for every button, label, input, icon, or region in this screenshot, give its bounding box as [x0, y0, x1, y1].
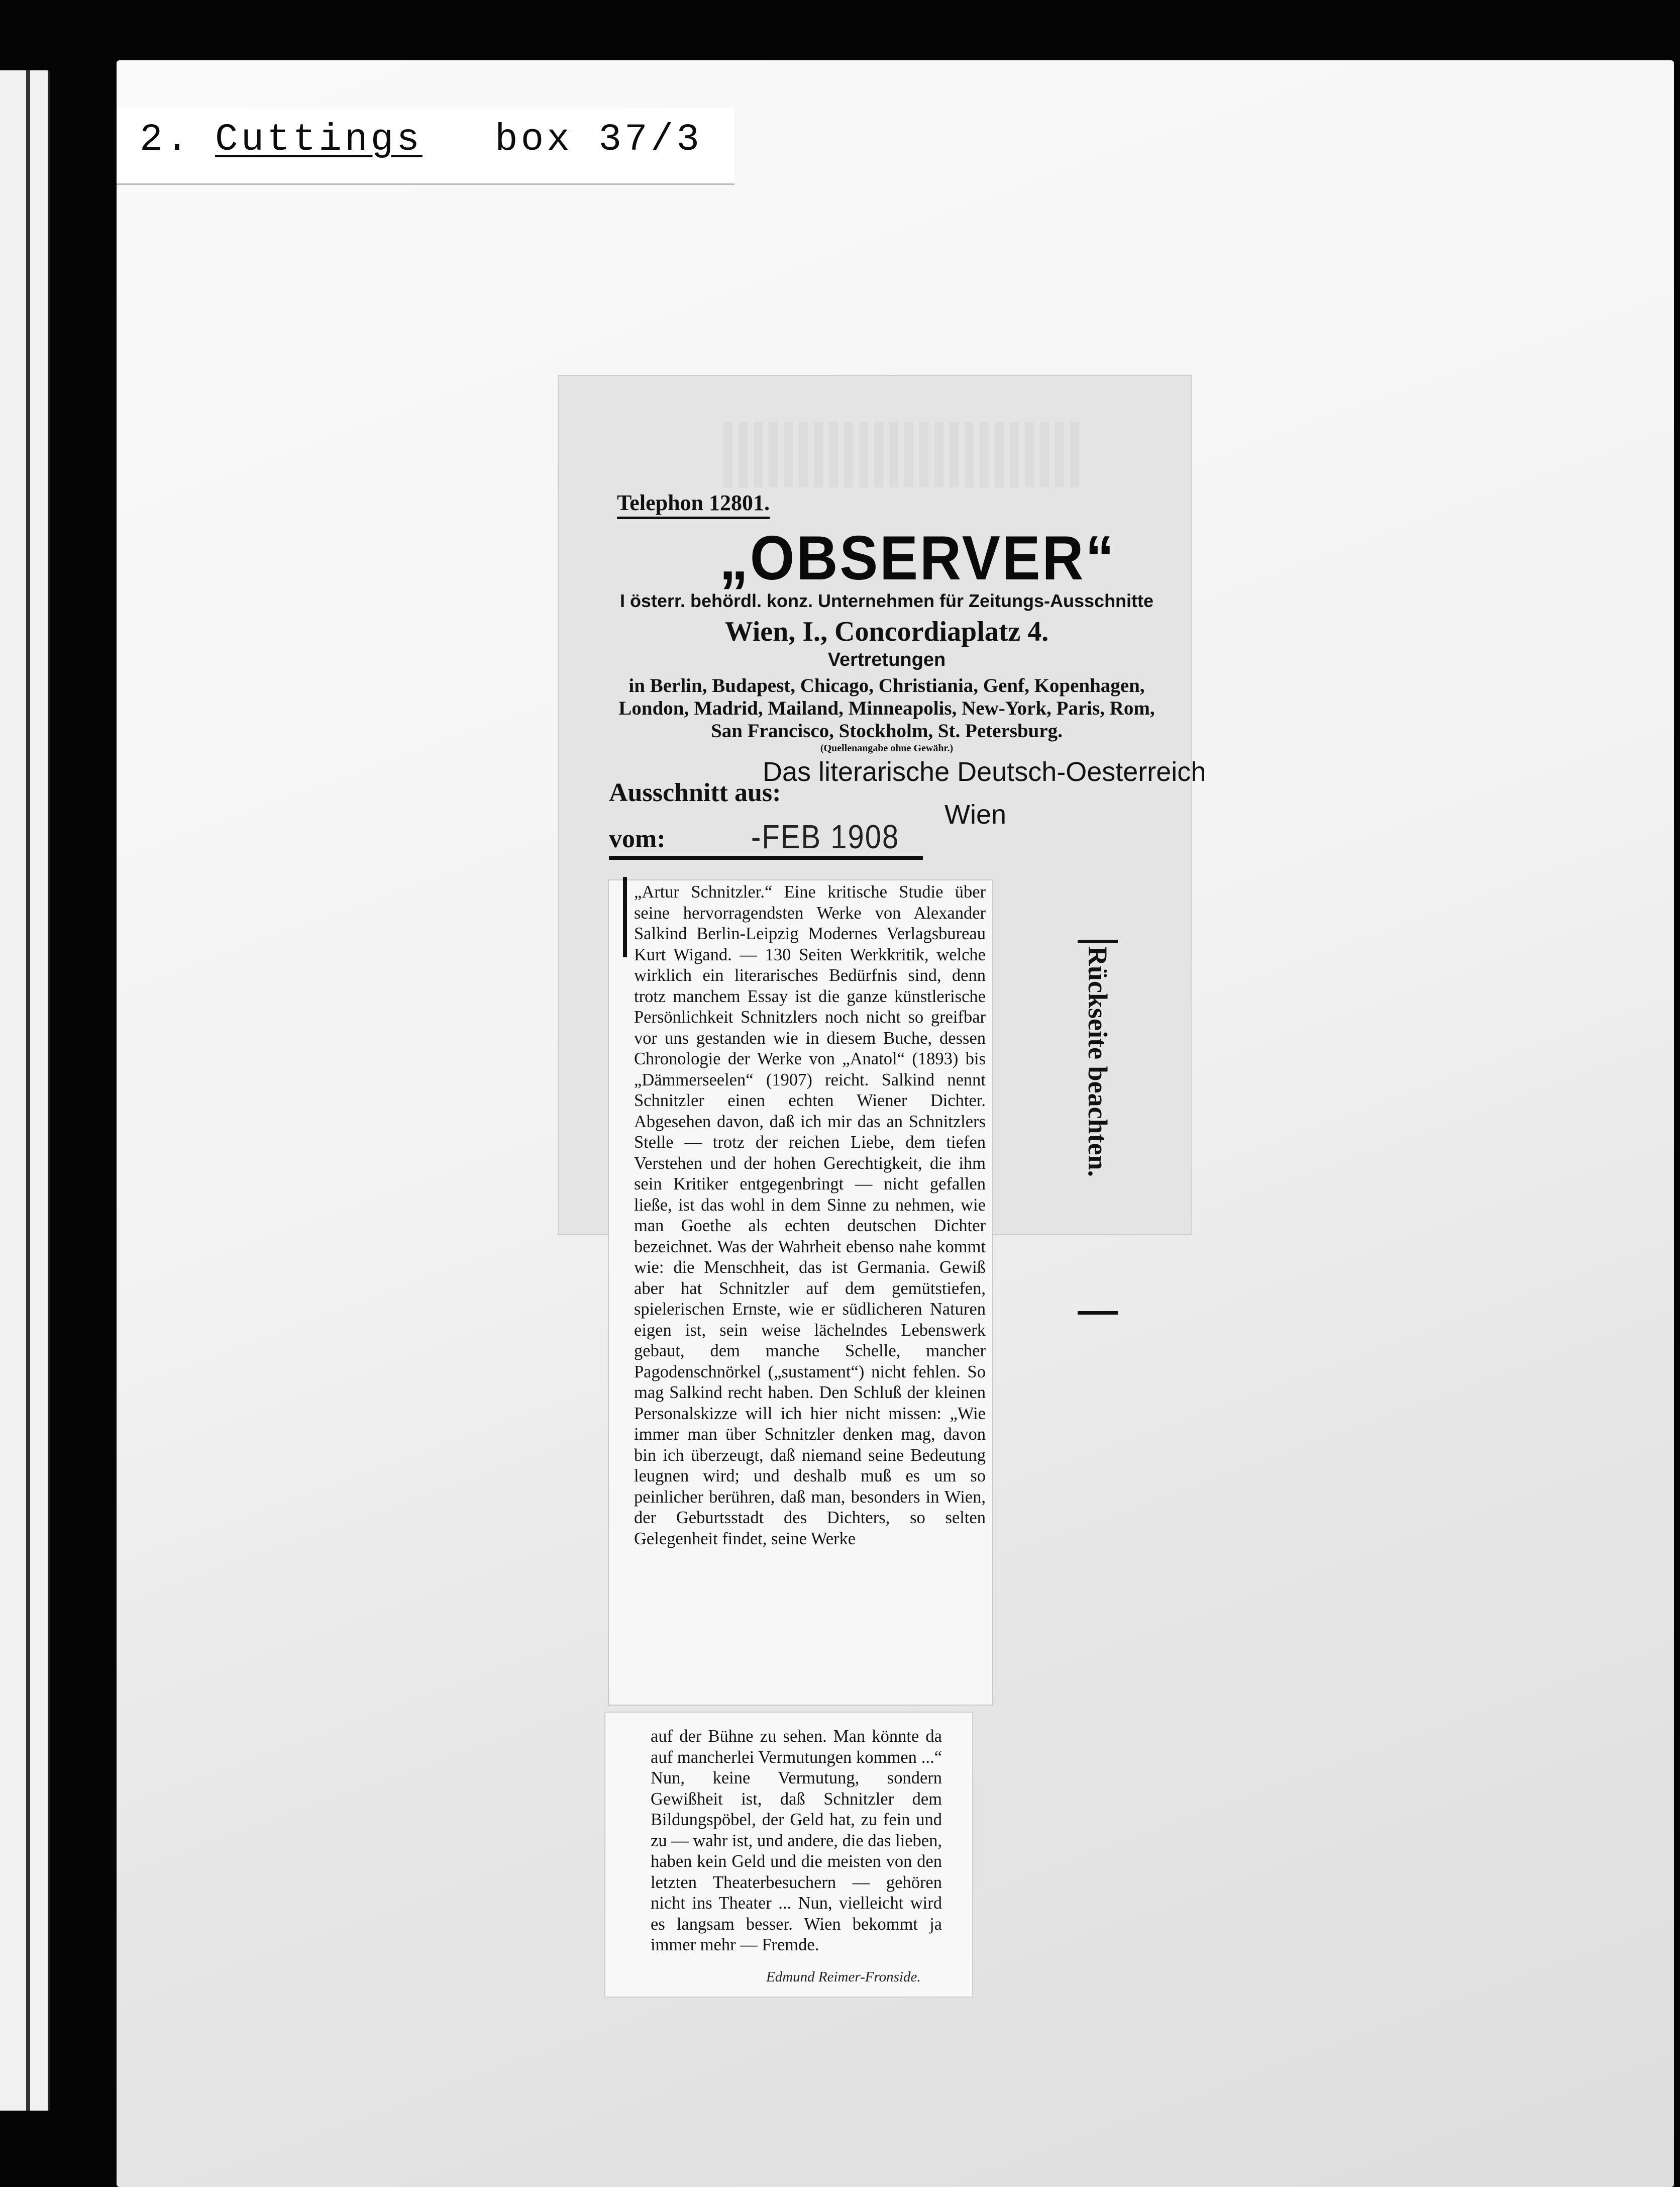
source-disclaimer: (Quellenangabe ohne Gewähr.) — [820, 743, 954, 754]
article-signature: Edmund Reimer-Fronside. — [766, 1969, 921, 1985]
archive-label-title: Cuttings — [215, 118, 423, 161]
clipping-column-1: „Artur Schnitzler.“ Eine kritische Studie über seine hervorragendsten Werke von Alexander Salkind Berlin-Leipzig Modernes Verlagsbureau Kurt Wigand. — 130 Seiten Werkkritik, welche wirklich ein literarisches Bedürfnis sind, denn trotz manchem Essay ist die ganze künstlerische Persönlichkeit Schnitzlers noch nicht so greifbar vor uns gestanden wie in diesem Buche, dessen Chronologie der Werke von „Anatol“ (1893) bis „Dämmerseelen“ (1907) reicht. Salkind nennt Schnitzler einen echten Wiener Dichter. Abgesehen davon, daß ich mir das an Schnitzlers Stelle — trotz der reichen Liebe, dem tiefen Verstehen und der hohen Gerechtigkeit, die ihm sein Kritiker entgegenbringt — nicht gefallen ließe, ist das wohl in dem Sinne zu nehmen, wie man Goethe als echten deutschen Dichter bezeichnet. Was der Wahrheit ebenso nahe kommt wie: die Menschheit, das ist Germania. Gewiß aber hat Schnitzler auf dem gemütstiefen, spielerischen Ernste, wie er südlicheren Naturen eigen ist, sein weise lächelndes Lebenswerk gebaut, dem manche Schelle, mancher Pagodenschnörkel („sustament“) nicht fehlen. So mag Salkind recht haben. Den Schluß der kleinen Personalskizze will ich hier nicht missen: „Wie immer man über Schnitzler denken mag, davon bin ich überzeugt, daß niemand seine Bedeutung leugnen wird; und deshalb muß es um so peinlicher berühren, daß man, besonders in Wien, der Geburtsstadt des Dichters, so selten Gelegenheit findet, seine Werke — [634, 882, 986, 1548]
observer-address: Wien, I., Concordiaplatz 4. — [724, 616, 1049, 647]
source-label: Ausschnitt aus: — [609, 778, 781, 807]
back-note: Rückseite beachten. — [1078, 940, 1118, 1315]
clipping-column-2: auf der Bühne zu sehen. Man könnte da auf mancherlei Vermutungen kommen ...“ Nun, keine Vermutung, sondern Gewißheit ist, daß Schnitzler dem Bildungspöbel, der Geld hat, zu fein und zu — wahr ist, und andere, die das lieben, haben kein Geld und die meisten von den letzten Theaterbesuchern — gehören nicht ins Theater ... Nun, vielleicht wird es langsam besser. Wien bekommt ja immer mehr — Fremde. — [651, 1727, 942, 1954]
source-publication: Das literarische Deutsch-Oesterreich — [763, 757, 1206, 787]
date-stamp: -FEB 1908 — [751, 818, 900, 856]
clipping-margin-rule — [623, 877, 627, 957]
branches-cities-line: London, Madrid, Mailand, Minneapolis, New-York, Paris, Rom, — [618, 698, 1155, 719]
branches-cities-line: in Berlin, Budapest, Chicago, Christiania, Genf, Kopenhagen, — [628, 675, 1145, 697]
binding-edge — [26, 70, 30, 2111]
branches-cities-line: San Francisco, Stockholm, St. Petersburg. — [711, 720, 1063, 742]
date-underline — [609, 856, 923, 860]
observer-title: „OBSERVER“ — [719, 524, 1116, 593]
branches-heading: Vertretungen — [827, 649, 946, 670]
source-city: Wien — [944, 800, 1007, 830]
date-label: vom: — [609, 825, 666, 853]
archive-label-box: box 37/3 — [495, 118, 702, 161]
show-through-print — [723, 422, 1085, 487]
observer-subtitle: I österr. behördl. konz. Unternehmen für Zeitungs-Ausschnitte — [619, 590, 1154, 611]
archive-label-index: 2. — [140, 118, 192, 161]
telephone-number: Telephon 12801. — [617, 490, 770, 519]
left-binding-strip — [0, 70, 50, 2111]
